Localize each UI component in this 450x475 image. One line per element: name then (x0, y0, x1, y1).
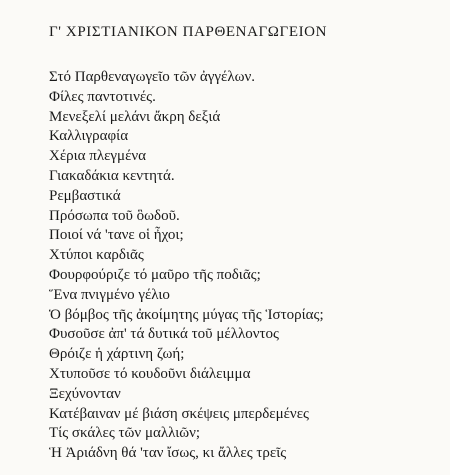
poem-line: Ρεμβαστικά (49, 187, 121, 204)
poem-line: Χτύποι καρδιᾶς (49, 247, 144, 264)
poem-line: Ὁ βόμβος τῆς ἀκοίμητης μύγας τῆς Ἱστορίας; (49, 306, 324, 323)
poem-line: Καλλιγραφία (49, 128, 129, 145)
poem-line: Ξεχύνονταν (49, 385, 121, 402)
poem-line: Μενεξελί μελάνι ἄκρη δεξιά (49, 108, 221, 125)
poem-title: Γ' ΧΡΙΣΤΙΑΝΙΚΟΝ ΠΑΡΘΕΝΑΓΩΓΕΙΟΝ (49, 24, 328, 40)
poem-line: Στό Παρθεναγωγεῖο τῶν ἀγγέλων. (49, 69, 256, 85)
poem-line: Πρόσωπα τοῦ ὃωδοῦ. (49, 207, 180, 224)
poem-line: Φουρφούριζε τό μαῦρο τῆς ποδιᾶς; (49, 266, 261, 283)
poem-line: Χτυποῦσε τό κουδοῦνι διάλειμμα (49, 365, 251, 382)
poem-line: Φίλες παντοτινές. (49, 88, 156, 105)
poem-line: Ἕνα πνιγμένο γέλιο (49, 286, 170, 303)
poem-line: Θρόιζε ἡ χάρτινη ζωή; (49, 346, 185, 363)
poem-line: Κατέβαιναν μέ βιάση σκέψεις μπερδεμένες (49, 405, 309, 422)
poem-line: Φυσοῦσε ἀπ' τά δυτικά τοῦ μέλλοντος (49, 326, 279, 343)
poem-line: Γιακαδάκια κεντητά. (49, 167, 175, 184)
poem-line: Ἡ Ἀριάδνη θά 'ταν ἴσως, κι ἄλλες τρεῖς (49, 445, 287, 462)
poem-line: Ποιοί νά 'τανε οἱ ἦχοι; (49, 227, 184, 244)
poem-body (49, 68, 324, 464)
poem-line: Χέρια πλεγμένα (49, 148, 147, 165)
poem-line: Τίς σκάλες τῶν μαλλιῶν; (49, 425, 201, 442)
